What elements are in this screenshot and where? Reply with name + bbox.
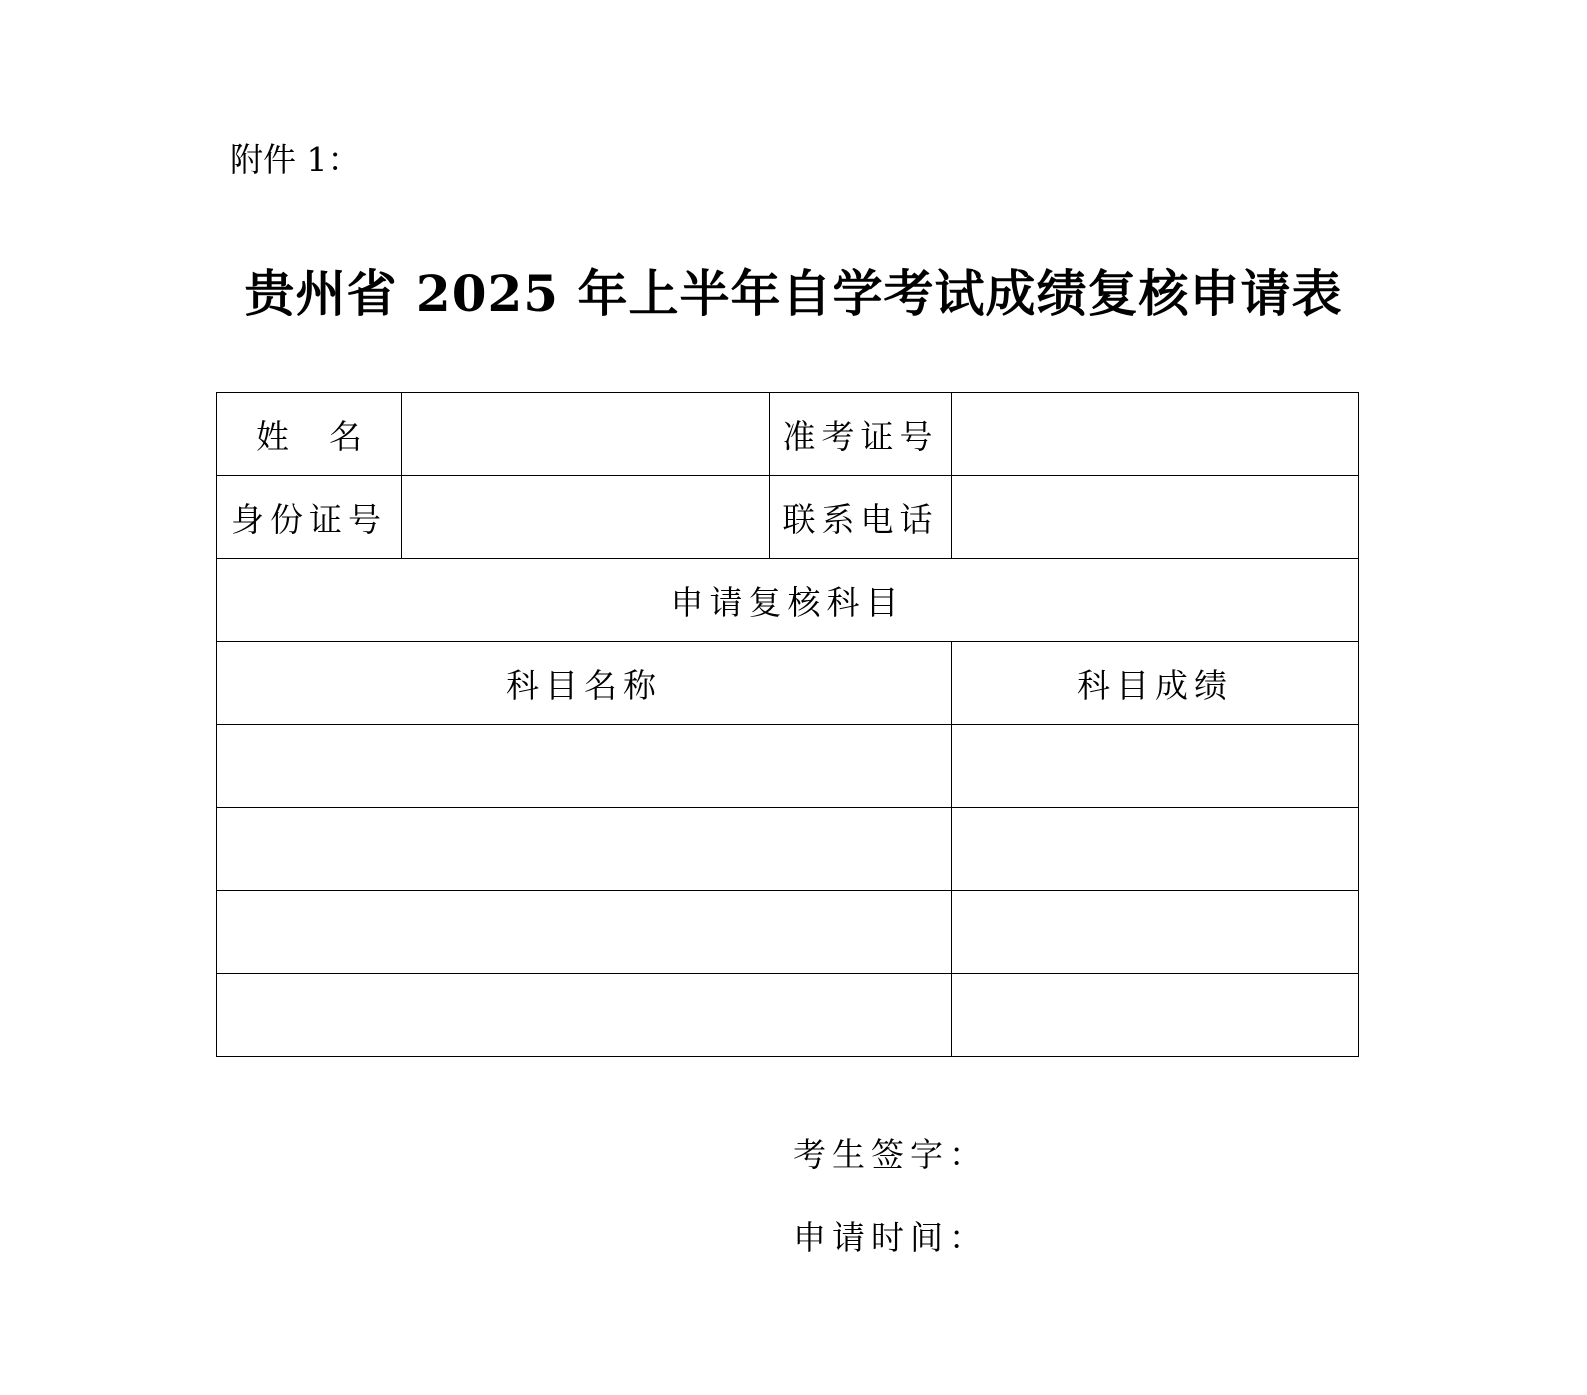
application-form-table <box>216 392 1359 1057</box>
subject-score-cell[interactable] <box>952 808 1359 891</box>
table-row <box>217 808 1359 891</box>
table-row <box>217 891 1359 974</box>
admission-no-value-cell[interactable] <box>952 393 1359 476</box>
subject-score-cell[interactable] <box>952 891 1359 974</box>
subject-score-cell[interactable] <box>952 725 1359 808</box>
phone-value-cell[interactable] <box>952 476 1359 559</box>
subject-score-header: 科目成绩 <box>952 642 1359 725</box>
subject-header-row <box>217 642 1359 725</box>
name-label <box>217 393 402 476</box>
attachment-label: 附件 1： <box>230 140 361 179</box>
application-date-label: 申请时间： <box>793 1218 988 1257</box>
section-title: 申请复核科目 <box>217 559 1359 642</box>
table-row <box>217 725 1359 808</box>
page-title: 贵州省 2025 年上半年自学考试成绩复核申请表 <box>244 264 1343 323</box>
subject-score-cell[interactable] <box>952 974 1359 1057</box>
name-label-part1: 姓 <box>256 416 289 456</box>
table-row <box>217 974 1359 1057</box>
id-no-value-cell[interactable] <box>402 476 770 559</box>
name-label-part2: 名 <box>329 416 362 456</box>
form-row-name <box>217 393 1359 476</box>
phone-label: 联系电话 <box>770 476 952 559</box>
subject-name-cell[interactable] <box>217 974 952 1057</box>
name-value-cell[interactable] <box>402 393 770 476</box>
form-row-id <box>217 476 1359 559</box>
subject-name-header: 科目名称 <box>217 642 952 725</box>
admission-no-label: 准考证号 <box>770 393 952 476</box>
subject-name-cell[interactable] <box>217 891 952 974</box>
id-no-label: 身份证号 <box>217 476 402 559</box>
signature-label: 考生签字： <box>793 1135 988 1174</box>
form-row-section-title <box>217 559 1359 642</box>
subject-name-cell[interactable] <box>217 725 952 808</box>
subject-name-cell[interactable] <box>217 808 952 891</box>
